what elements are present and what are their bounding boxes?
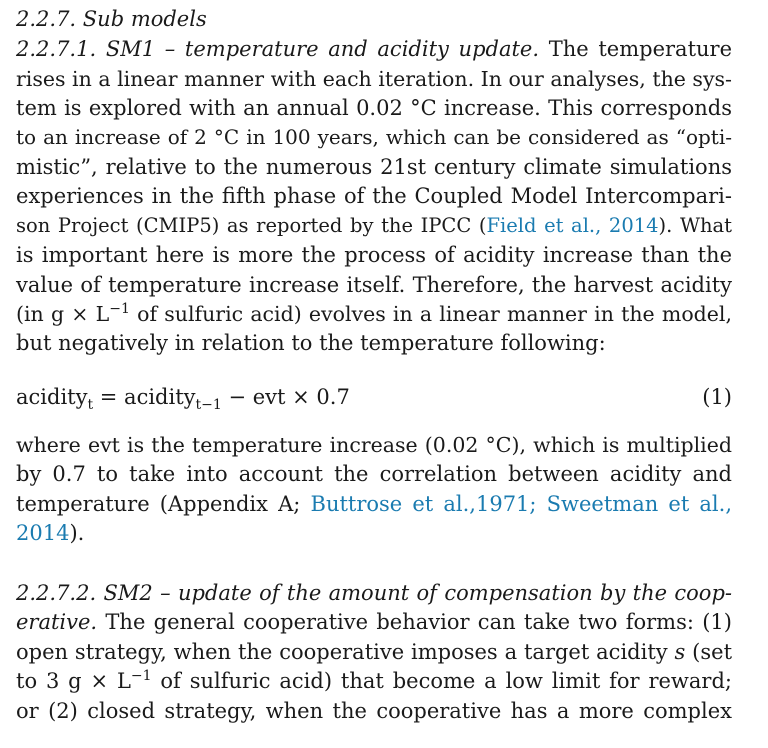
after-eq-line-2: by 0.7 to take into account the correlation between acidity and: [16, 462, 732, 486]
sm1-line-6: experiences in the fifth phase of the Coupled Model Intercompari-: [16, 184, 732, 208]
sm1-line-3: tem is explored with an annual 0.02 °C increase. This corresponds: [16, 96, 732, 120]
equation-lhs: acidity: [16, 385, 88, 409]
equation-1: acidity$_t$ = acidity$_{t-1}$ − evt × 0.7 (1): [16, 382, 732, 412]
after-eq-line-1: where evt is the temperature increase (0.02 °C), which is multiplied: [16, 433, 732, 457]
citation-link-buttrose-1971[interactable]: Buttrose et al.,1971: [310, 492, 530, 516]
sm1-line-1: 2.2.7.1. SM1 – temperature and acidity update. The temperature: [16, 37, 732, 61]
equation-number: (1): [702, 385, 732, 409]
after-eq-line-3: temperature (Appendix A; Buttrose et al.,1971; Sweetman et al.,: [16, 492, 732, 516]
sm1-line-11: but negatively in relation to the temperature following:: [16, 331, 606, 355]
section-heading: 2.2.7. Sub models: [16, 7, 207, 31]
sm1-line-2: rises in a linear manner with each iteration. In our analyses, the sys-: [16, 67, 732, 91]
citation-link-sweetman-2014[interactable]: Sweetman et al.,: [546, 492, 732, 516]
sm1-line-5: mistic”, relative to the numerous 21st century climate simulations: [16, 155, 732, 179]
sm2-line-5: or (2) closed strategy, when the cooperative has a more complex: [16, 699, 732, 723]
sm1-line-7: son Project (CMIP5) as reported by the IPCC (Field et al., 2014). What: [16, 214, 733, 237]
sm1-line-4: to an increase of 2 °C in 100 years, which can be considered as “opti-: [16, 125, 732, 149]
after-eq-line-4: 2014).: [16, 521, 85, 545]
sm2-line-3: open strategy, when the cooperative imposes a target acidity s (set: [16, 640, 733, 664]
sm2-title-line-1: 2.2.7.2. SM2 – update of the amount of compensation by the coop-: [16, 581, 732, 605]
sm1-line-9: value of temperature increase itself. Therefore, the harvest acidity: [16, 273, 732, 297]
sm2-line-2: erative. The general cooperative behavior can take two forms: (1): [16, 610, 732, 634]
sm1-line-10: (in $g \times L^{-1}$ of sulfuric acid) evolves in a linear manner in the model,: [16, 301, 732, 326]
citation-link-sweetman-year[interactable]: 2014: [16, 521, 70, 545]
sm1-line-8: is important here is more the process of acidity increase than the: [16, 243, 732, 267]
sm2-line-4: to 3 $g \times L^{-1}$ of sulfuric acid) that become a low limit for reward;: [16, 668, 732, 693]
sm1-title: 2.2.7.1. SM1 – temperature and acidity update.: [16, 37, 540, 61]
citation-link-field-2014[interactable]: Field et al., 2014: [486, 214, 659, 237]
